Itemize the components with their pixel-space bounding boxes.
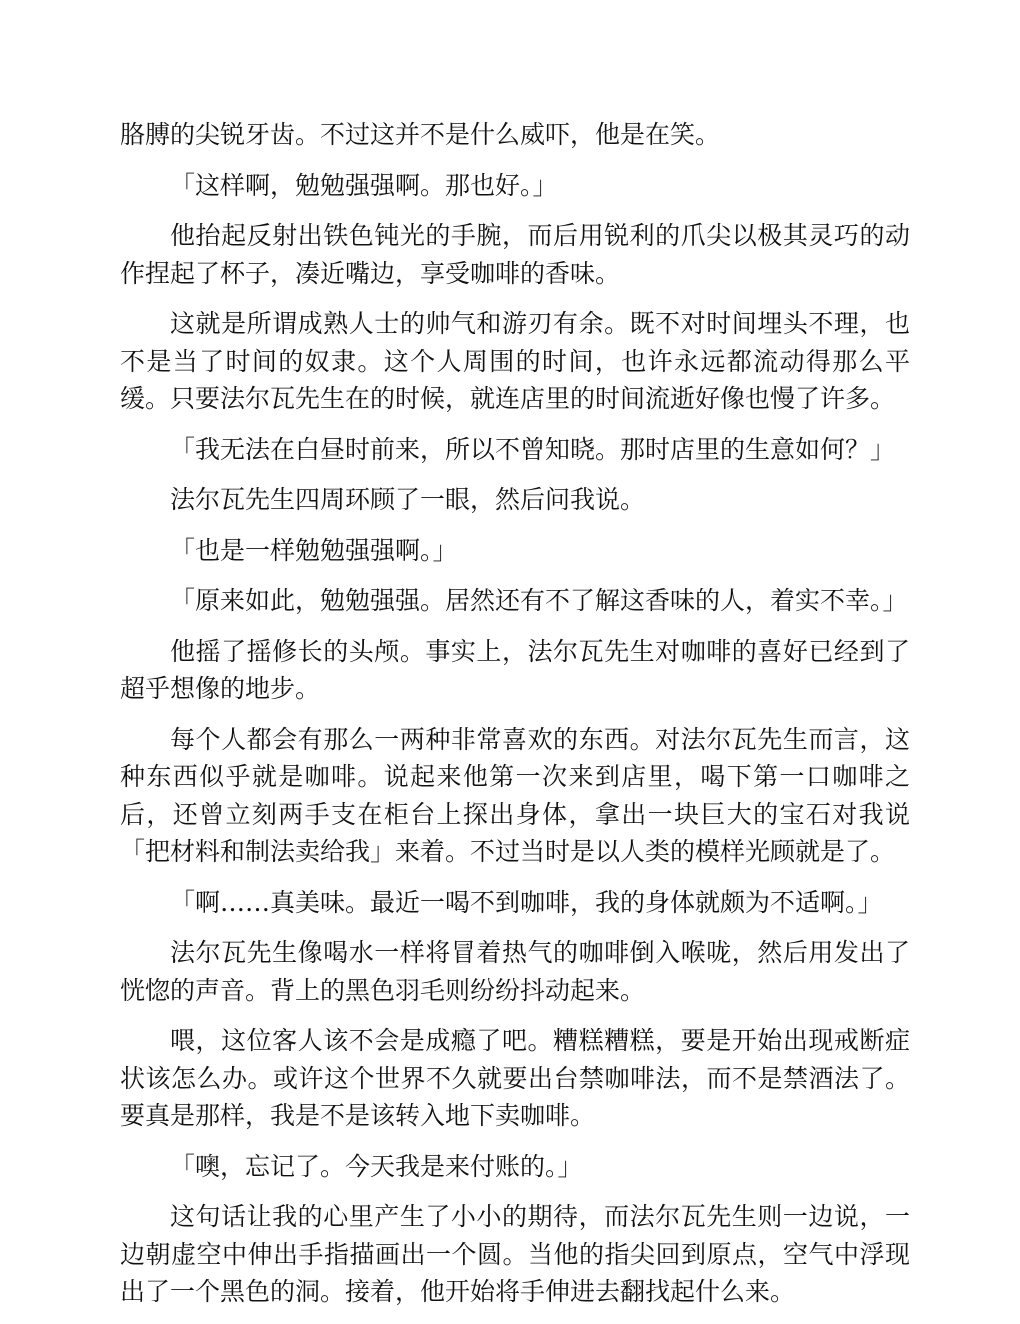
paragraph: 「也是一样勉勉强强啊。」 [170, 535, 458, 565]
paragraph: 他摇了摇修长的头颅。事实上，法尔瓦先生对咖啡的喜好已经到了超乎想像的地步。 [120, 636, 910, 703]
body-text [120, 116, 910, 1324]
paragraph: 这句话让我的心里产生了小小的期待，而法尔瓦先生则一边说，一边朝虚空中伸出手指描画出一个圆。当他的指尖回到原点，空气中浮现出了一个黑色的洞。接着，他开始将手伸进去翻找起什么来。 [120, 1202, 910, 1306]
paragraph: 胳膊的尖锐牙齿。不过这并不是什么威吓，他是在笑。 [120, 120, 721, 149]
paragraph: 「我无法在白昼时前来，所以不曾知晓。那时店里的生意如何？」 [170, 434, 896, 464]
paragraph: 「噢，忘记了。今天我是来付账的。」 [170, 1151, 583, 1181]
paragraph: 「这样啊，勉勉强强啊。那也好。」 [170, 170, 558, 200]
paragraph: 「原来如此，勉勉强强。居然还有不了解这香味的人，着实不幸。」 [170, 586, 908, 615]
paragraph: 喂，这位客人该不会是成瘾了吧。糟糕糟糕，要是开始出现戒断症状该怎么办。或许这个世界不久就要出台禁咖啡法，而不是禁酒法了。要真是那样，我是不是该转入地下卖咖啡。 [120, 1026, 910, 1130]
paragraph: 法尔瓦先生四周环顾了一眼，然后问我说。 [170, 485, 646, 514]
paragraph: 法尔瓦先生像喝水一样将冒着热气的咖啡倒入喉咙，然后用发出了恍惚的声音。背上的黑色羽毛则纷纷抖动起来。 [120, 938, 910, 1005]
paragraph: 每个人都会有那么一两种非常喜欢的东西。对法尔瓦先生而言，这种东西似乎就是咖啡。说起来他第一次来到店里，喝下第一口咖啡之后，还曾立刻两手支在柜台上探出身体，拿出一块巨大的宝石对我说「把材料和制法卖给我」来着。不过当时是以人类的模样光顾就是了。 [120, 724, 910, 866]
paragraph: 「啊……真美味。最近一喝不到咖啡，我的身体就颇为不适啊。」 [170, 887, 883, 917]
paragraph: 这就是所谓成熟人士的帅气和游刃有余。既不对时间埋头不理，也不是当了时间的奴隶。这个人周围的时间，也许永远都流动得那么平缓。只要法尔瓦先生在的时候，就连店里的时间流逝好像也慢了许多。 [120, 309, 910, 413]
paragraph: 他抬起反射出铁色钝光的手腕，而后用锐利的爪尖以极其灵巧的动作捏起了杯子，凑近嘴边，享受咖啡的香味。 [120, 221, 910, 288]
